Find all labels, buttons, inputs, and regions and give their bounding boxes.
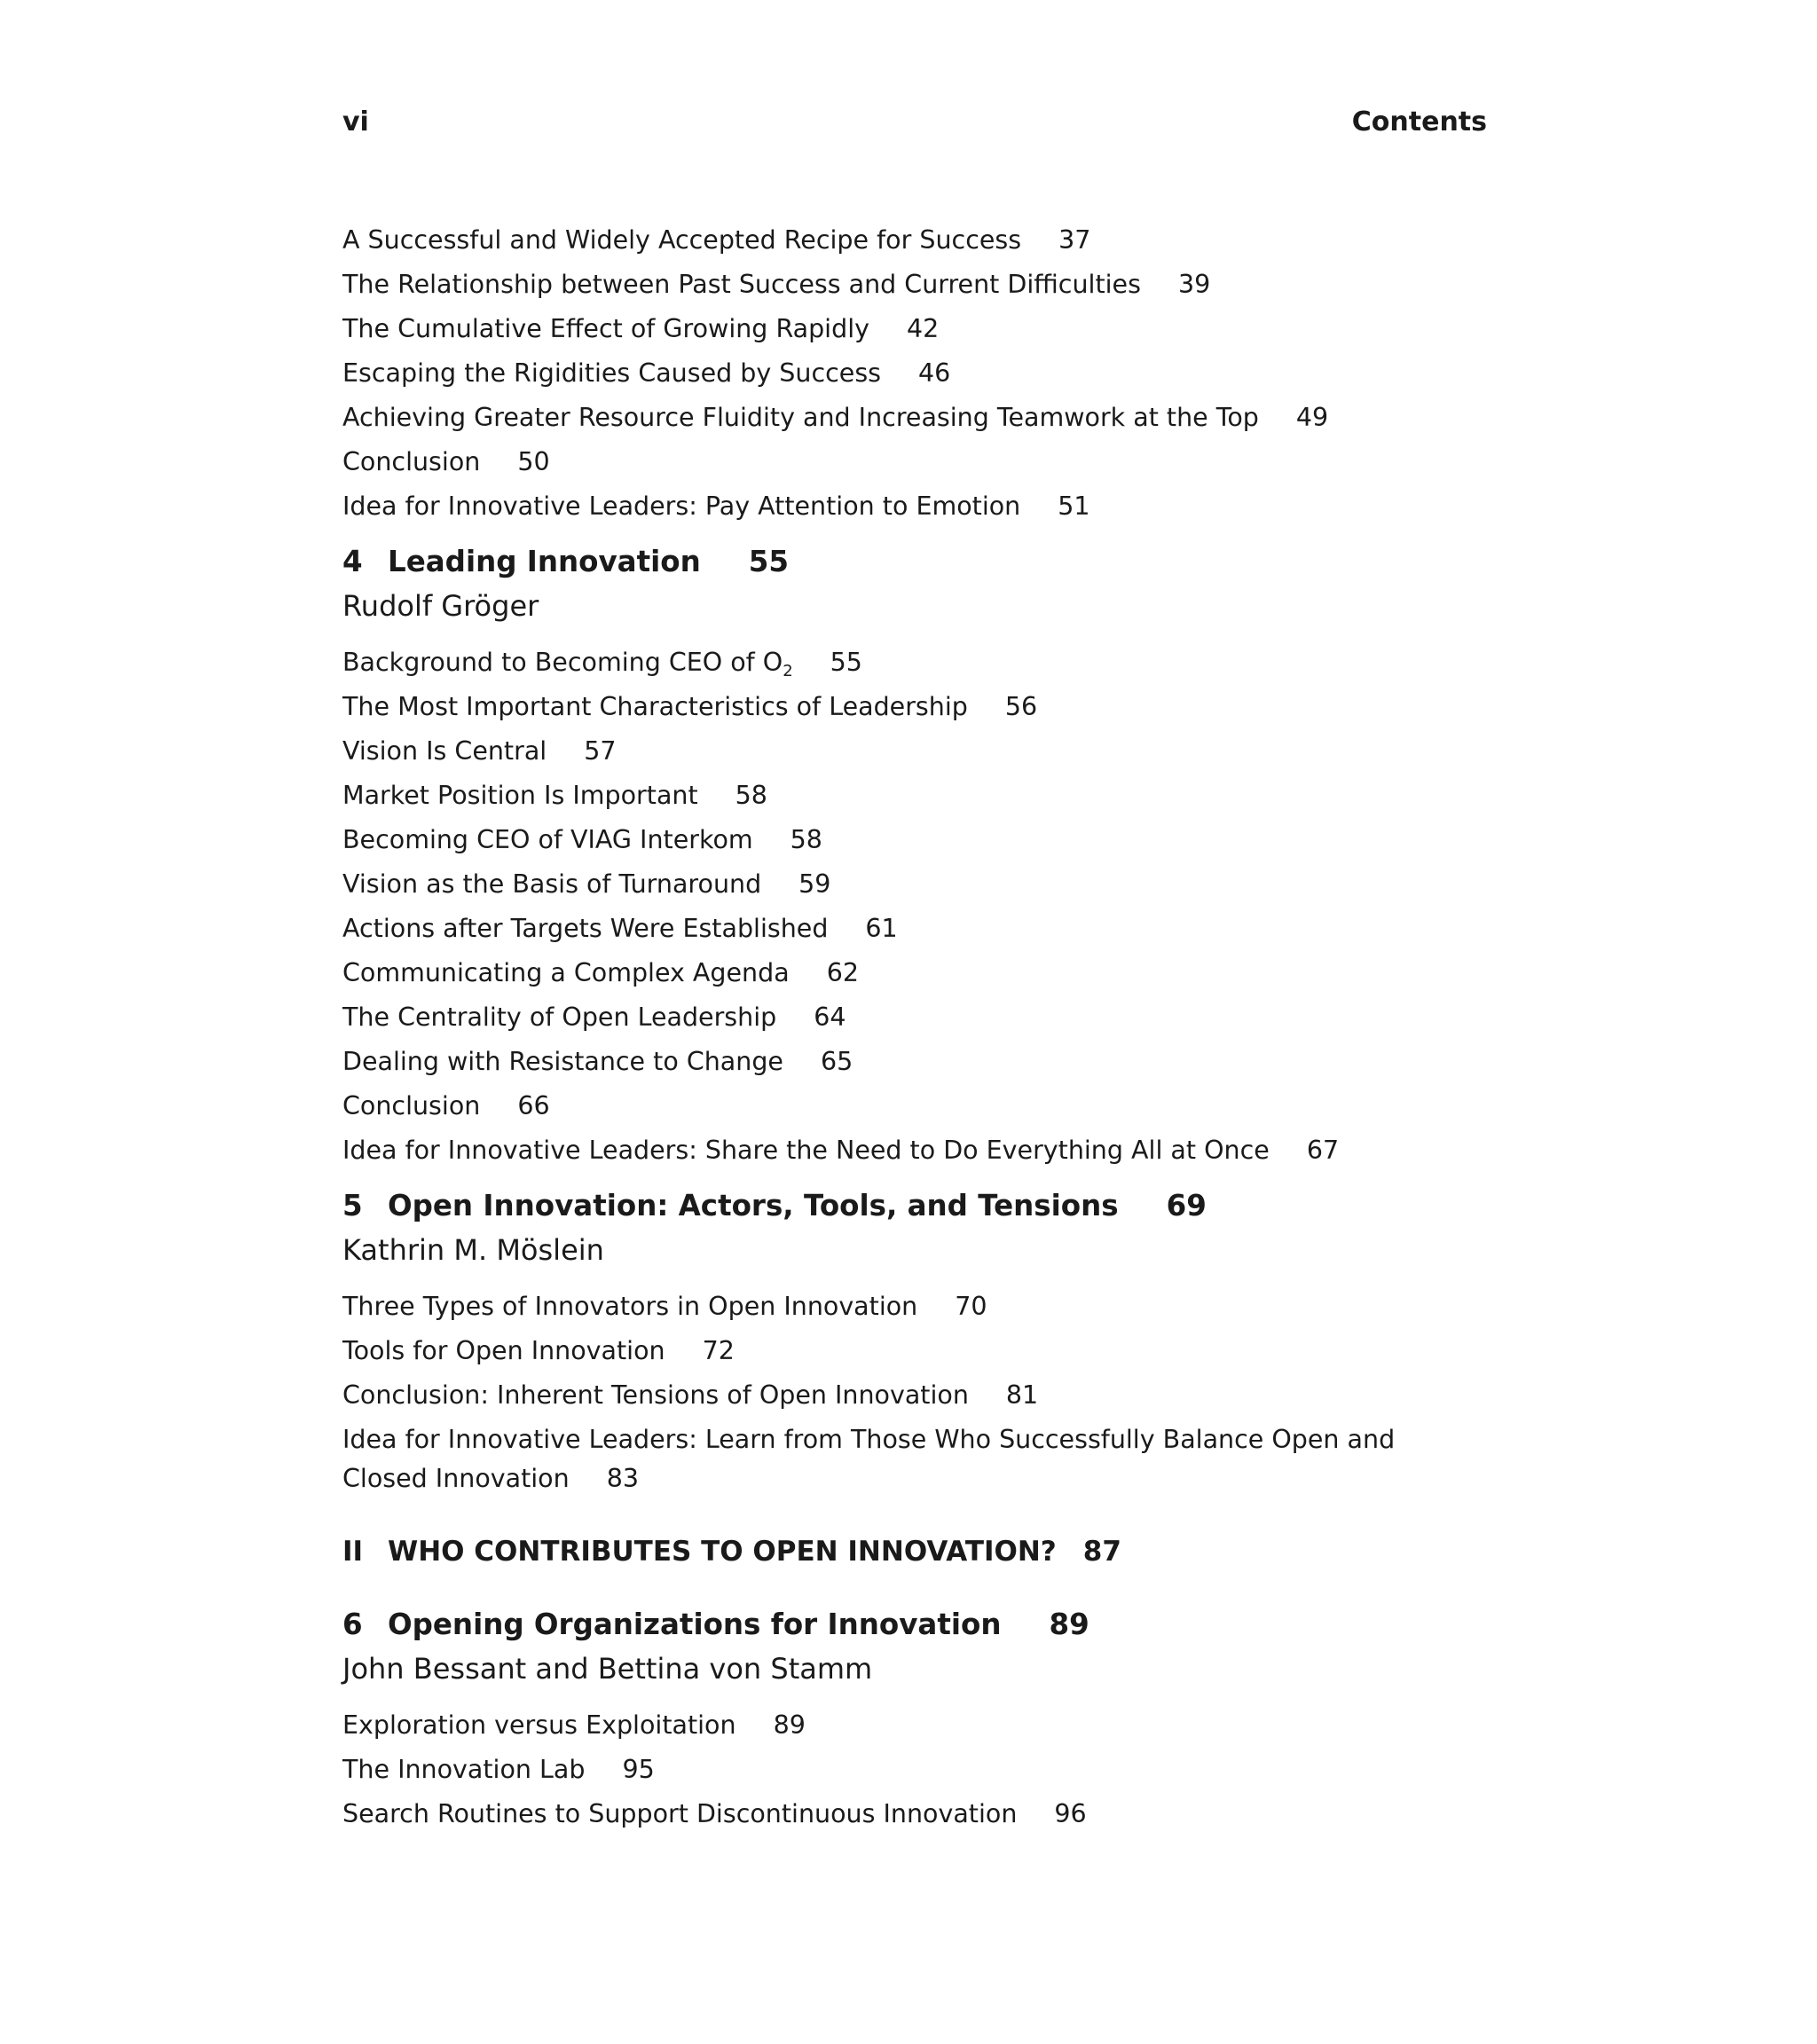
- toc-entry: [342, 484, 1487, 529]
- entry-page: 61: [865, 914, 898, 943]
- chapter-heading: [342, 539, 1487, 584]
- toc-entry: [342, 1373, 1487, 1418]
- chapter-number: 4: [342, 545, 363, 578]
- toc-entry: [342, 351, 1487, 396]
- entry-page: 59: [798, 869, 831, 899]
- running-head-title: Contents: [1351, 106, 1487, 138]
- entry-page: 65: [820, 1047, 853, 1076]
- toc-entry: [342, 818, 1487, 862]
- chapter-page: 89: [1049, 1608, 1089, 1641]
- entry-title: Exploration versus Exploitation: [342, 1710, 736, 1740]
- toc-entry: [342, 396, 1487, 440]
- toc-entry: [342, 1128, 1487, 1173]
- chapter-author: Rudolf Gröger: [342, 589, 539, 623]
- toc-entry: [342, 641, 1487, 685]
- entry-page: 62: [826, 958, 859, 987]
- entry-page: 55: [830, 648, 862, 677]
- entry-page: 50: [517, 447, 550, 476]
- part-page: 87: [1082, 1536, 1121, 1568]
- toc-entry: [342, 263, 1487, 307]
- entry-title: Conclusion: Inherent Tensions of Open Innovation: [342, 1380, 969, 1410]
- entry-title: Idea for Innovative Leaders: Learn from Those Who Successfully Balance Open and Closed Innovation: [342, 1425, 1396, 1493]
- toc-entry: [342, 1040, 1487, 1084]
- entry-page: 81: [1005, 1380, 1039, 1410]
- entry-title: Search Routines to Support Discontinuous Innovation: [342, 1799, 1018, 1828]
- table-of-contents: [342, 218, 1487, 1836]
- toc-entry: [342, 1418, 1407, 1501]
- chapter-page: 69: [1166, 1189, 1207, 1222]
- entry-page: 95: [622, 1755, 655, 1784]
- entry-page: 96: [1054, 1799, 1087, 1828]
- entry-page: 64: [814, 1002, 846, 1032]
- part-number: II: [342, 1536, 364, 1568]
- entry-page: 57: [584, 736, 617, 766]
- book-page: [342, 0, 1487, 2044]
- entry-title: Idea for Innovative Leaders: Pay Attention to Emotion: [342, 491, 1021, 521]
- entry-title: Tools for Open Innovation: [342, 1336, 665, 1365]
- entry-title: Conclusion: [342, 447, 481, 476]
- entry-page: 67: [1306, 1136, 1340, 1165]
- toc-entry: [342, 907, 1487, 951]
- entry-page: 83: [606, 1464, 639, 1493]
- entry-page: 58: [790, 825, 822, 854]
- entry-title: The Cumulative Effect of Growing Rapidly: [342, 314, 869, 343]
- entry-title: Vision as the Basis of Turnaround: [342, 869, 762, 899]
- toc-entry: [342, 1084, 1487, 1128]
- toc-entry: [342, 440, 1487, 484]
- entry-title: The Innovation Lab: [342, 1755, 586, 1784]
- entry-page: 70: [955, 1292, 987, 1321]
- toc-entry: [342, 1748, 1487, 1792]
- chapter-title: Opening Organizations for Innovation: [388, 1608, 1002, 1641]
- entry-page: 37: [1058, 225, 1091, 255]
- entry-subscript: 2: [783, 662, 793, 680]
- entry-page: 72: [702, 1336, 735, 1365]
- entry-title: Becoming CEO of VIAG Interkom: [342, 825, 753, 854]
- entry-title: Dealing with Resistance to Change: [342, 1047, 783, 1076]
- entry-page: 46: [918, 358, 951, 388]
- chapter-title: Open Innovation: Actors, Tools, and Tensions: [388, 1189, 1119, 1222]
- chapter-page: 55: [748, 545, 789, 578]
- entry-title: The Relationship between Past Success and Current Difficulties: [342, 270, 1141, 299]
- toc-entry: [342, 1703, 1487, 1748]
- page-number: vi: [342, 106, 369, 138]
- entry-page: 51: [1058, 491, 1090, 521]
- chapter-number: 5: [342, 1189, 363, 1222]
- chapter-author: John Bessant and Bettina von Stamm: [342, 1652, 873, 1686]
- toc-entry: [342, 218, 1487, 263]
- entry-page: 42: [906, 314, 940, 343]
- toc-entry: [342, 862, 1487, 907]
- entry-title: Vision Is Central: [342, 736, 547, 766]
- toc-entry: [342, 951, 1487, 995]
- toc-entry: [342, 729, 1487, 774]
- entry-title: Market Position Is Important: [342, 781, 698, 810]
- chapter-author: Kathrin M. Möslein: [342, 1233, 604, 1267]
- entry-title: Three Types of Innovators in Open Innovation: [342, 1292, 918, 1321]
- entry-page: 66: [517, 1091, 550, 1120]
- toc-entry: [342, 685, 1487, 729]
- toc-entry: [342, 1285, 1487, 1329]
- entry-page: 39: [1177, 270, 1211, 299]
- chapter-heading: [342, 1183, 1487, 1228]
- entry-title: Communicating a Complex Agenda: [342, 958, 790, 987]
- entry-title: The Centrality of Open Leadership: [342, 1002, 777, 1032]
- entry-title: A Successful and Widely Accepted Recipe for Success: [342, 225, 1022, 255]
- entry-page: 58: [735, 781, 767, 810]
- part-heading: [342, 1529, 1487, 1574]
- entry-page: 49: [1295, 403, 1329, 432]
- toc-entry: [342, 995, 1487, 1040]
- chapter-heading: [342, 1602, 1487, 1647]
- entry-page: 89: [773, 1710, 806, 1740]
- entry-title: Achieving Greater Resource Fluidity and Increasing Teamwork at the Top: [342, 403, 1259, 432]
- part-title: WHO CONTRIBUTES TO OPEN INNOVATION?: [388, 1536, 1057, 1568]
- entry-page: 56: [1004, 692, 1038, 721]
- entry-title: Conclusion: [342, 1091, 481, 1120]
- toc-entry: [342, 1329, 1487, 1373]
- entry-title: Actions after Targets Were Established: [342, 914, 829, 943]
- entry-title: Idea for Innovative Leaders: Share the Need to Do Everything All at Once: [342, 1136, 1270, 1165]
- toc-entry: [342, 307, 1487, 351]
- entry-title: Background to Becoming CEO of O: [342, 648, 783, 677]
- toc-entry: [342, 774, 1487, 818]
- chapter-title: Leading Innovation: [388, 545, 701, 578]
- chapter-number: 6: [342, 1608, 363, 1641]
- entry-title: The Most Important Characteristics of Leadership: [342, 692, 968, 721]
- entry-title: Escaping the Rigidities Caused by Success: [342, 358, 882, 388]
- running-head: [342, 106, 1487, 142]
- toc-entry: [342, 1792, 1487, 1836]
